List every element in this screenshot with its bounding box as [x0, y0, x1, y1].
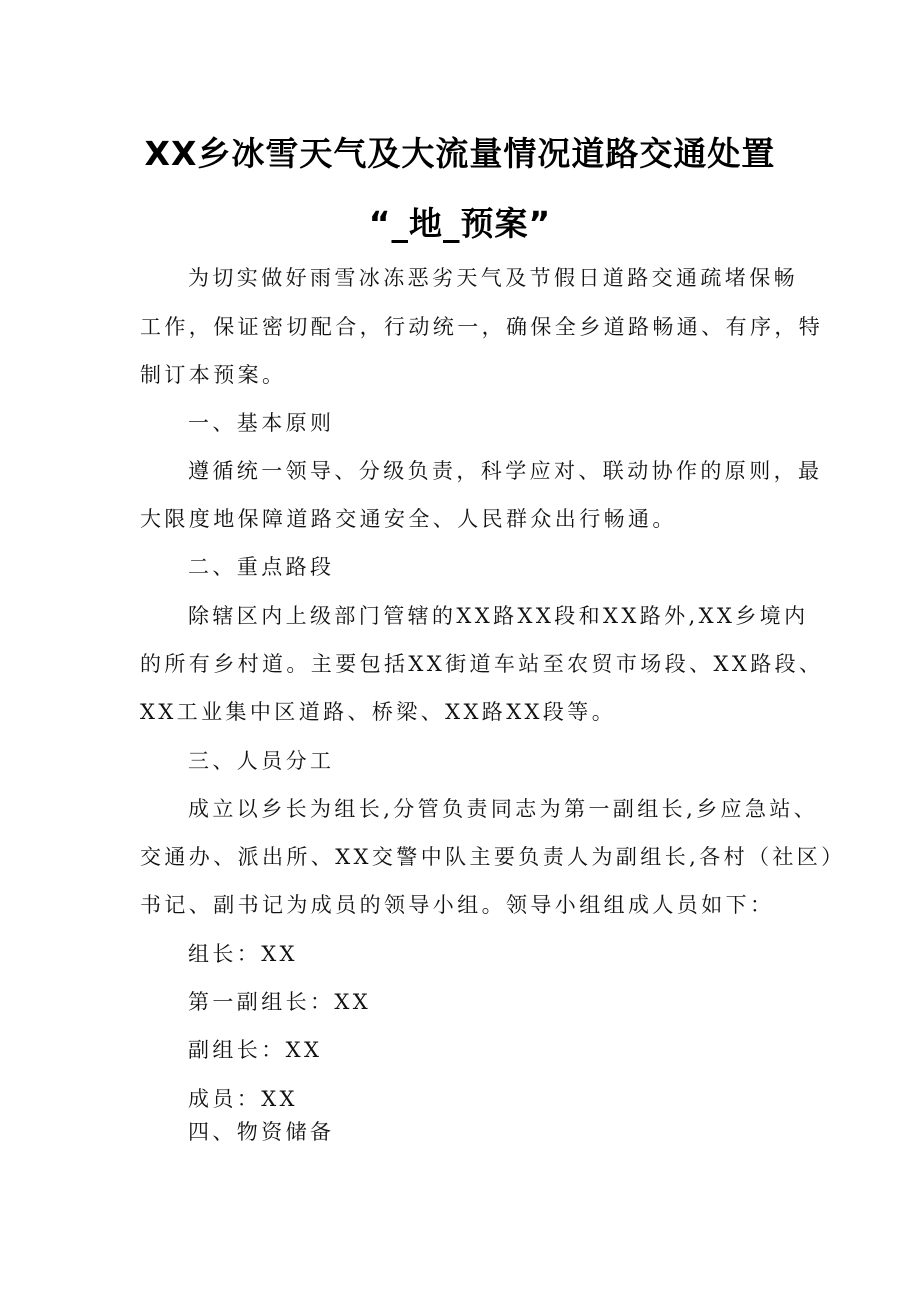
staff-paragraph-line-3: 书记、副书记为成员的领导小组。领导小组组成人员如下： — [140, 893, 775, 917]
principles-paragraph-line-2: 大限度地保障道路交通安全、人民群众出行畅通。 — [140, 507, 677, 531]
document-title-line-2: “_地_预案” — [368, 204, 552, 243]
section-heading-key-road-sections: 二、重点路段 — [188, 555, 335, 579]
leader-line: 组长：XX — [188, 942, 298, 966]
members-line: 成员：XX — [188, 1087, 298, 1111]
intro-paragraph-line-1: 为切实做好雨雪冰冻恶劣天气及节假日道路交通疏堵保畅 — [188, 266, 798, 290]
staff-paragraph-line-2: 交通办、派出所、XX交警中队主要负责人为副组长,各村（社区） — [140, 845, 846, 869]
principles-paragraph-line-1: 遵循统一领导、分级负责，科学应对、联动协作的原则，最 — [188, 459, 823, 483]
roads-paragraph-line-2: 的所有乡村道。主要包括XX街道车站至农贸市场段、XX路段、 — [140, 652, 824, 676]
document-title-line-1: XX乡冰雪天气及大流量情况道路交通处置 — [144, 134, 776, 173]
staff-paragraph-line-1: 成立以乡长为组长,分管负责同志为第一副组长,乡应急站、 — [188, 797, 819, 821]
section-heading-basic-principles: 一、基本原则 — [188, 411, 335, 435]
roads-paragraph-line-3: XX工业集中区道路、桥梁、XX路XX段等。 — [140, 700, 617, 724]
roads-paragraph-line-1: 除辖区内上级部门管辖的XX路XX段和XX路外,XX乡境内 — [188, 604, 809, 628]
first-deputy-leader-line: 第一副组长：XX — [188, 990, 372, 1014]
section-heading-staff-assignment: 三、人员分工 — [188, 749, 335, 773]
intro-paragraph-line-3: 制订本预案。 — [140, 363, 287, 387]
intro-paragraph-line-2: 工作，保证密切配合，行动统一，确保全乡道路畅通、有序，特 — [140, 315, 824, 339]
section-heading-material-reserves: 四、物资储备 — [188, 1120, 335, 1144]
deputy-leader-line: 副组长：XX — [188, 1038, 323, 1062]
